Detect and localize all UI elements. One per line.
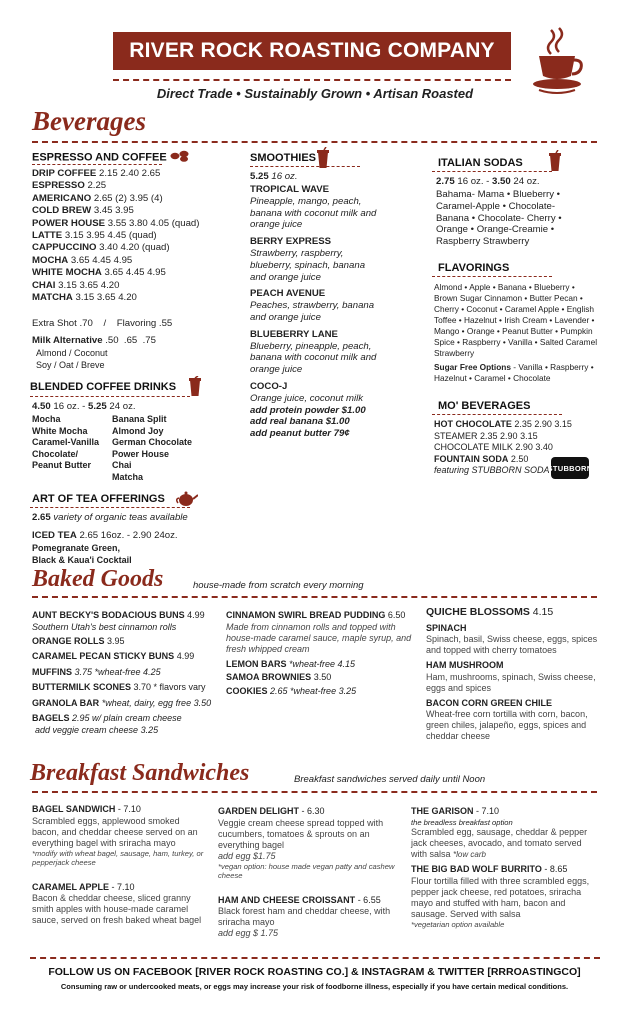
italian-divider [432,171,552,172]
smoothies-heading: SMOOTHIES [250,152,317,164]
item-desc: Made from cinnamon rolls and topped with house-made caramel sauce, maple syrup, and fresh whipped cream [226,621,412,654]
iced-tea-line-2: Black & Kaua'i Cocktail [32,555,132,565]
list-item: CARAMEL PECAN STICKY BUNS 4.99 [32,651,195,661]
addon: add protein powder $1.00 [250,404,366,416]
quiche-desc: Spinach, basil, Swiss cheese, eggs, spices and topped with cherry tomatoes [426,634,598,656]
smoothie-cup-icon [316,147,330,174]
list-item: HAM AND CHEESE CROISSANT - 6.55 [218,894,381,905]
iced-tea: ICED TEA 2.65 16oz. - 2.90 24oz. [32,530,178,541]
list-item: Banana Split [112,414,167,424]
breakfast-col-2 [218,806,398,939]
soda-cup-icon [548,150,562,177]
quiche-name: BACON CORN GREEN CHILE [426,697,553,708]
italian-price: 2.75 16 oz. - 3.50 24 oz. [436,176,540,187]
mo-beverages-heading: MO' BEVERAGES [438,400,531,412]
list-item: GRANOLA BAR *wheat, dairy, egg free 3.50 [32,697,212,708]
item-desc: Scrambled egg, sausage, cheddar & pepper jack cheeses, avocado, and tomato served with salsa *low carb [411,827,588,859]
list-item: BAGELS 2.95 w/ plain cream cheese [32,713,182,723]
list-item: CINNAMON SWIRL BREAD PUDDING 6.50 [226,610,406,620]
list-item: COLD BREW 3.45 3.95 [32,205,134,217]
baked-goods-subtitle: house-made from scratch every morning [193,580,364,591]
item-note: *vegetarian option available [411,919,505,929]
list-item: Almond Joy [112,425,164,436]
footer-warning: Consuming raw or undercooked meats, or eggs may increase your risk of foodborne illness, especially if you have certain medical conditions. [60,982,569,991]
baked-col-3 [426,607,601,742]
breakfast-col-3 [411,806,596,929]
smoothies-price: 5.25 16 oz. [250,171,298,182]
milk-line-2: Soy / Oat / Breve [36,360,105,370]
milk-line-1: Almond / Coconut [36,348,108,358]
list-item: Caramel-Vanilla [32,437,100,447]
quiche-desc: Ham, mushrooms, spinach, Swiss cheese, eggs and spices [426,671,596,693]
breakfast-col-1 [32,804,207,926]
page-title: RIVER ROCK ROASTING COMPANY [113,32,511,70]
coffee-cup-icon [527,26,587,98]
list-item: TROPICAL WAVE Pineapple, mango, peach, banana with coconut milk and orange juice [250,184,377,231]
header-divider [113,79,511,81]
addon: add peanut butter 79¢ [250,428,350,440]
list-item: GARDEN DELIGHT - 6.30 [218,806,325,816]
baked-divider [32,596,597,598]
italian-flavors: Bahama- Mama • Blueberry • Caramel-Apple • Chocolate-Banana • Chocolate- Cherry • Orange • Orange-Creamie • Raspberry Strawberry [436,189,562,248]
list-item: CAPPUCCINO 3.40 4.20 (quad) [32,242,170,254]
iced-coffee-cup-icon [188,376,202,403]
tea-divider [30,507,190,508]
item-note: *modify with wheat bagel, sausage, ham, turkey, or pepperjack cheese [32,848,204,867]
list-item: MATCHA 3.15 3.65 4.20 [32,292,137,304]
list-item: DRIP COFFEE 2.15 2.40 2.65 [32,168,161,179]
list-item: Chocolate/ [32,448,79,459]
addon: add real banana $1.00 [250,416,350,428]
quiche-name: HAM MUSHROOM [426,660,504,671]
list-item: FOUNTAIN SODA 2.50 [434,453,529,464]
espresso-heading: ESPRESSO AND COFFEE [32,150,190,165]
espresso-extras: Extra Shot .70 / Flavoring .55 [32,318,173,329]
featuring-note: featuring STUBBORN SODA [434,465,550,475]
list-item: COOKIES 2.65 *wheat-free 3.25 [226,685,357,696]
baked-col-2 [226,610,416,697]
smoothies-list [250,184,380,440]
espresso-list [32,168,242,304]
stubborn-soda-logo: STUBBORN [551,457,589,479]
item-desc: Flour tortilla filled with three scrambled eggs, pepper jack cheese, red potatoes, sriracha mayo and stuffed with ham, bacon and sausage. Served with salsa [411,875,590,919]
list-item: White Mocha [32,425,88,436]
sugar-free-options: Sugar Free Options - Vanilla • Raspberry • Hazelnut • Caramel • Chocolate [434,362,594,383]
list-item: AMERICANO 2.65 (2) 3.95 (4) [32,192,163,204]
list-item: MOCHA 3.65 4.45 4.95 [32,254,133,266]
list-item: PEACH AVENUE Peaches, strawberry, banana and orange juice [250,288,375,323]
blended-price: 4.50 16 oz. - 5.25 24 oz. [32,401,136,412]
baked-col-1 [32,610,222,736]
coffee-beans-icon [170,150,190,165]
list-item: Power House [112,448,170,459]
flavorings-heading: FLAVORINGS [438,262,510,274]
breakfast-title: Breakfast Sandwiches [30,760,250,786]
list-item: CARAMEL APPLE - 7.10 [32,881,135,892]
beverages-title: Beverages [32,106,146,136]
item-note: *vegan option: house made vegan patty and cashew cheese [218,861,395,880]
list-item: CHAI 3.15 3.65 4.20 [32,279,120,291]
iced-tea-line-1: Pomegranate Green, [32,543,121,553]
list-item: ORANGE ROLLS 3.95 [32,635,125,646]
flavorings-list: Almond • Apple • Banana • Blueberry • Brown Sugar Cinnamon • Butter Pecan • Cherry • Coconut • Caramel Apple • English Toffee • Hazelnut • Irish Cream • Lavender • Mango • Orange • Peanut Butter • Pumpkin Spice • Raspberry • Vanilla • Salted Caramel Strawberry [434,282,598,358]
list-item: HOT CHOCOLATE 2.35 2.90 3.15 [434,419,572,429]
list-item: WHITE MOCHA 3.65 4.45 4.95 [32,267,166,279]
item-desc: Veggie cream cheese spread topped with cucumbers, tomatoes & sprouts on an everything bagel [218,817,384,850]
italian-sodas-heading: ITALIAN SODAS [438,157,523,169]
quiche-desc: Wheat-free corn tortilla with corn, bacon, green chiles, jalapeño, eggs, spices and cheddar cheese [426,709,588,742]
item-sub: the breadless breakfast option [411,817,513,827]
beverages-divider [32,141,597,143]
tagline: Direct Trade • Sustainably Grown • Artisan Roasted [156,86,474,101]
list-item: QUICHE BLOSSOMS 4.15 [426,606,554,618]
list-item: LATTE 3.15 3.95 4.45 (quad) [32,230,157,242]
smoothies-divider [250,166,360,167]
espresso-divider [32,164,162,165]
list-item: BUTTERMILK SCONES 3.70 * flavors vary [32,682,206,692]
list-item: MUFFINS 3.75 *wheat-free 4.25 [32,666,161,677]
list-item: LEMON BARS *wheat-free 4.15 [226,658,356,669]
item-note: Southern Utah's best cinnamon rolls [32,621,177,632]
flavorings-divider [432,276,552,277]
item-desc: Bacon & cheddar cheese, sliced granny smith apples with house-made caramel sauce, served on fresh baked wheat bagel [32,893,202,925]
blended-divider [30,396,190,397]
list-item: SAMOA BROWNIES 3.50 [226,672,332,682]
item-extra: add egg $1.75 [218,850,276,861]
list-item: Mocha [32,414,61,424]
footer-follow: FOLLOW US ON FACEBOOK [RIVER ROCK ROASTING CO.] & INSTAGRAM & TWITTER [RRROASTINGCO] [48,966,581,978]
item-desc: Scrambled eggs, applewood smoked bacon, and cheddar cheese served on an everything bagel with sriracha mayo [32,815,198,848]
list-item: BLUEBERRY LANE Blueberry, pineapple, peach, banana with coconut milk and orange juice [250,328,377,376]
mo-divider [432,414,562,415]
footer-divider [30,957,600,959]
tea-price: 2.65 variety of organic teas available [32,512,188,523]
list-item: Matcha [112,471,144,482]
list-item: BERRY EXPRESS Strawberry, raspberry, blueberry, spinach, banana and orange juice [250,236,366,283]
list-item: POWER HOUSE 3.55 3.80 4.05 (quad) [32,217,200,229]
list-item: THE GARISON - 7.10 [411,806,500,816]
blended-heading: BLENDED COFFEE DRINKS [30,381,177,393]
blended-col-2 [112,414,212,483]
item-note: add veggie cream cheese 3.25 [35,724,159,735]
item-desc: Black forest ham and cheddar cheese, with sriracha mayo [218,906,391,927]
baked-goods-title: Baked Goods [32,566,164,592]
blended-col-1 [32,414,112,472]
item-extra: add egg $ 1.75 [218,928,279,938]
breakfast-divider [32,791,597,793]
list-item: THE BIG BAD WOLF BURRITO - 8.65 [411,864,568,874]
list-item: COCO-J Orange juice, coconut milk [250,380,364,404]
list-item: ESPRESSO 2.25 [32,180,107,192]
list-item: German Chocolate [112,437,193,447]
breakfast-subtitle: Breakfast sandwiches served daily until Noon [294,774,486,785]
list-item: Chai [112,460,132,470]
list-item: BAGEL SANDWICH - 7.10 [32,804,141,814]
list-item: STEAMER 2.35 2.90 3.15 [434,430,538,441]
list-item: CHOCOLATE MILK 2.90 3.40 [434,442,553,452]
list-item: AUNT BECKY'S BODACIOUS BUNS 4.99 [32,610,205,620]
tea-heading: ART OF TEA OFFERINGS [32,493,165,505]
teapot-icon [176,489,198,512]
list-item: Peanut Butter [32,460,92,470]
quiche-name: SPINACH [426,622,467,633]
milk-alternative: Milk Alternative .50 .65 .75 [32,335,156,346]
